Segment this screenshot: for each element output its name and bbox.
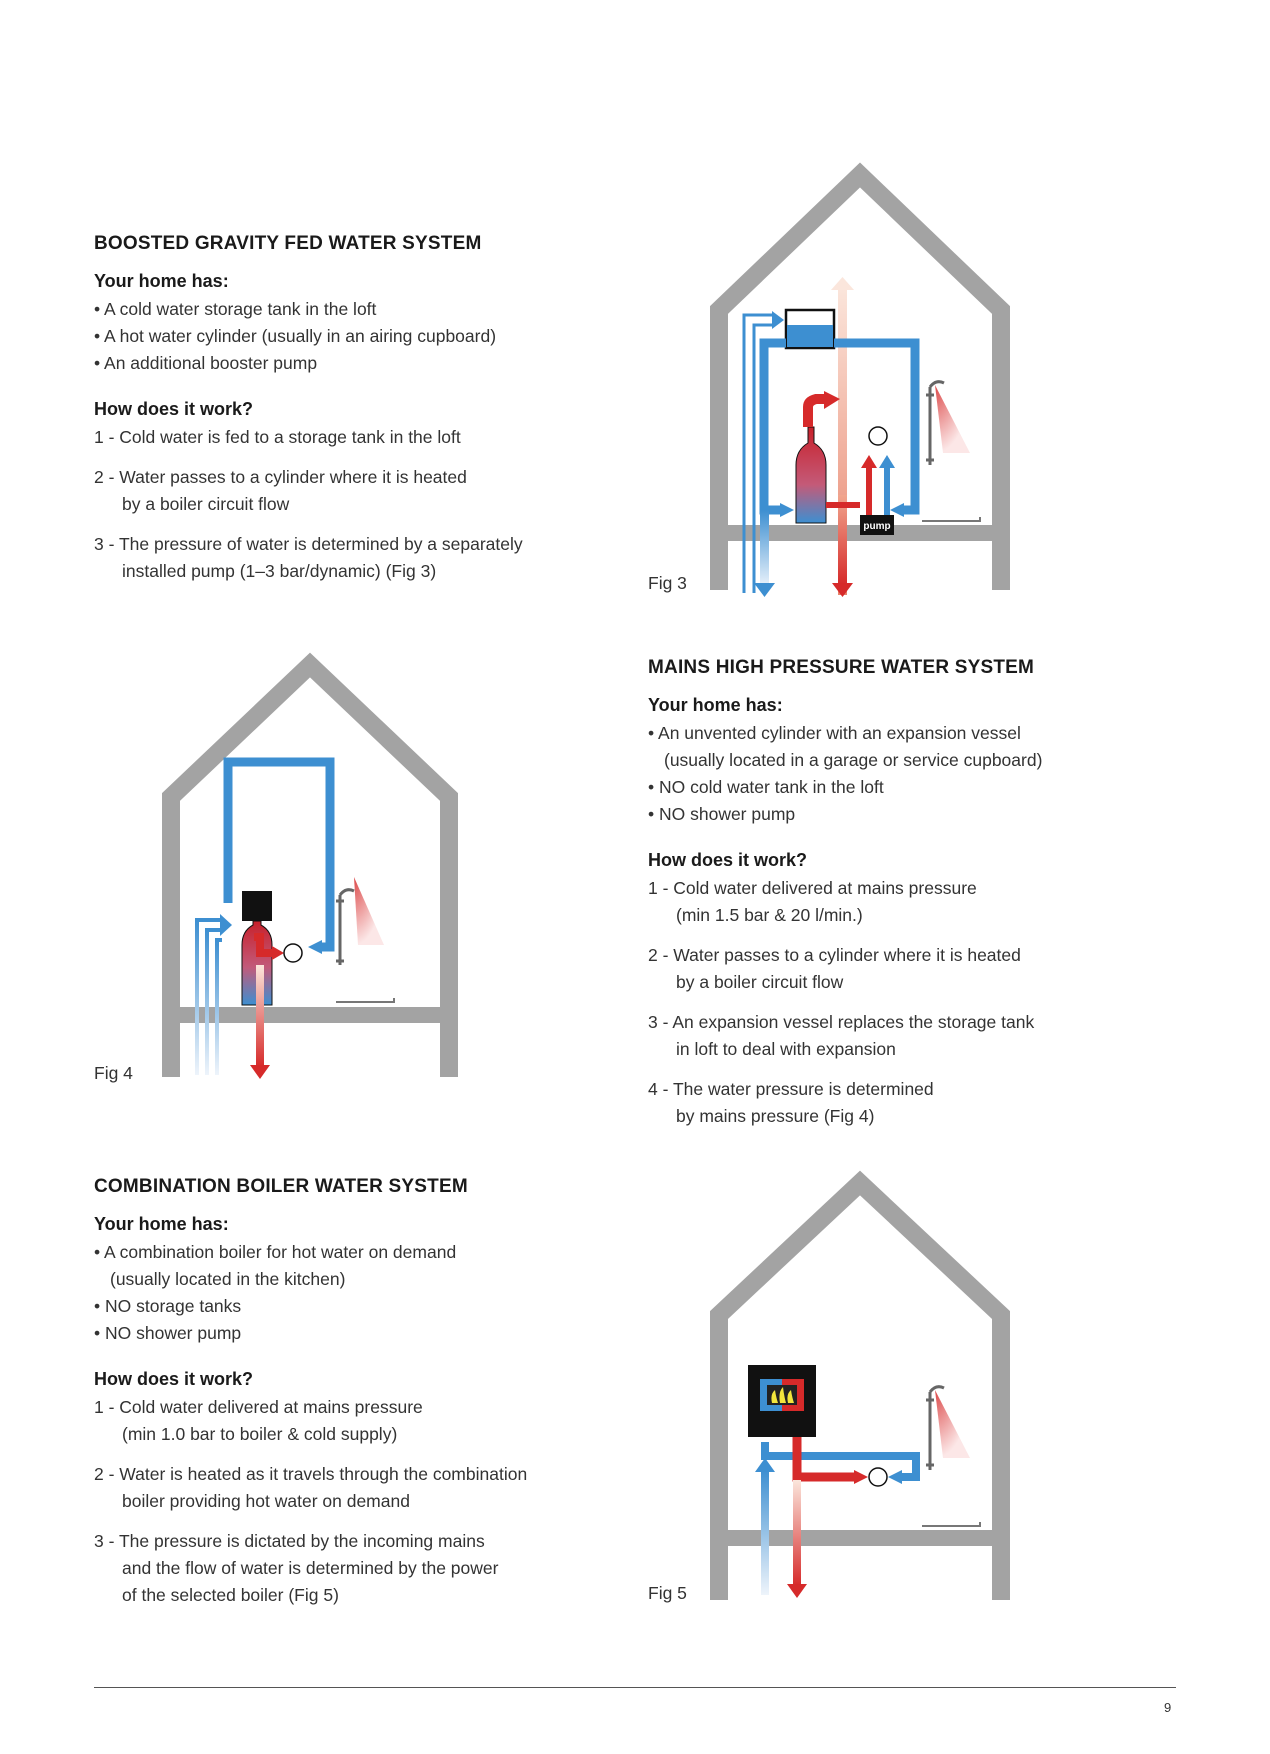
page-number: 9: [1164, 1700, 1172, 1715]
footer-rule: [94, 1687, 1176, 1688]
step-line: 1 - Cold water is fed to a storage tank in the loft: [94, 427, 461, 447]
fig3-label: Fig 3: [648, 573, 687, 593]
step-line: (min 1.5 bar & 20 l/min.): [676, 905, 863, 925]
step-line: boiler providing hot water on demand: [122, 1491, 410, 1511]
boiler-flow-arrow: [824, 391, 840, 409]
step-line: 3 - An expansion vessel replaces the storage tank: [648, 1012, 1035, 1032]
step-line: 1 - Cold water delivered at mains pressure: [94, 1397, 423, 1417]
step-line: 3 - The pressure is dictated by the incoming mains: [94, 1531, 485, 1551]
section-title: COMBINATION BOILER WATER SYSTEM: [94, 1176, 468, 1197]
shower-spray: [935, 385, 970, 453]
section-boosted: [94, 233, 654, 585]
fig4-diagram: [150, 655, 480, 1085]
fig3-diagram: [700, 165, 1030, 605]
hot-outlet-arrow: [832, 583, 853, 597]
section-title: BOOSTED GRAVITY FED WATER SYSTEM: [94, 233, 482, 254]
mains-feed-arrow: [772, 311, 784, 329]
section-combi: [94, 1176, 654, 1609]
step-line: by a boiler circuit flow: [122, 494, 290, 514]
step-line: 2 - Water passes to a cylinder where it is heated: [648, 945, 1021, 965]
step-line: 2 - Water is heated as it travels through the combination: [94, 1464, 528, 1484]
step-line: (min 1.0 bar to boiler & cold supply): [122, 1424, 398, 1444]
list-item: • A combination boiler for hot water on demand: [94, 1242, 457, 1262]
step-line: 4 - The water pressure is determined: [648, 1079, 934, 1099]
outlet-valve: [869, 427, 887, 445]
outlet-valve: [284, 944, 302, 962]
hot-outlet-pipe: [793, 1480, 801, 1586]
step-line: installed pump (1–3 bar/dynamic) (Fig 3): [122, 561, 437, 581]
list-item: • An unvented cylinder with an expansion vessel: [648, 723, 1021, 743]
list-item: (usually located in the kitchen): [110, 1269, 346, 1289]
bath-icon: [336, 998, 394, 1002]
home-heading: Your home has:: [94, 1214, 229, 1234]
vent-arrow: [831, 277, 854, 290]
section-title: MAINS HIGH PRESSURE WATER SYSTEM: [648, 657, 1035, 678]
list-item: • NO shower pump: [94, 1323, 242, 1343]
cold-distribution-pipe: [764, 343, 786, 510]
home-heading: Your home has:: [648, 695, 783, 715]
bath-icon: [922, 517, 980, 521]
hot-water-cylinder: [796, 427, 826, 523]
step-line: by mains pressure (Fig 4): [676, 1106, 875, 1126]
list-item: • NO cold water tank in the loft: [648, 777, 884, 797]
fig5-label: Fig 5: [648, 1583, 687, 1603]
step-line: by a boiler circuit flow: [676, 972, 844, 992]
expansion-vessel: [242, 891, 272, 921]
list-item: • An additional booster pump: [94, 353, 318, 373]
step-line: 2 - Water passes to a cylinder where it is heated: [94, 467, 467, 487]
pump-label: pump: [863, 521, 891, 532]
list-item: • A cold water storage tank in the loft: [94, 299, 377, 319]
hot-outlet-pipe: [838, 495, 847, 585]
step-line: 3 - The pressure of water is determined by a separately: [94, 534, 523, 554]
section-mains: [648, 657, 1208, 1130]
list-item: • NO shower pump: [648, 804, 796, 824]
list-item: • NO storage tanks: [94, 1296, 242, 1316]
list-item: (usually located in a garage or service cupboard): [664, 750, 1043, 770]
shower-icon: [336, 890, 354, 965]
cold-outlet-pipe: [760, 510, 769, 585]
home-heading: Your home has:: [94, 271, 229, 291]
step-line: and the flow of water is determined by the power: [122, 1558, 499, 1578]
fig5-diagram: [700, 1180, 1030, 1610]
bath-icon: [922, 1522, 980, 1526]
how-heading: How does it work?: [648, 850, 808, 870]
shower-spray: [354, 877, 384, 945]
fig4-label: Fig 4: [94, 1063, 133, 1083]
cold-mains-feed: [761, 1470, 769, 1595]
boiler-flow: [808, 399, 826, 427]
how-heading: How does it work?: [94, 399, 254, 419]
shower-spray: [935, 1390, 970, 1458]
outlet-valve: [869, 1468, 887, 1486]
step-line: of the selected boiler (Fig 5): [122, 1585, 339, 1605]
cold-distribution-pipe: [765, 1442, 916, 1477]
list-item: • A hot water cylinder (usually in an airing cupboard): [94, 326, 497, 346]
hot-outlet-pipe: [256, 965, 264, 1067]
step-line: 1 - Cold water delivered at mains pressure: [648, 878, 977, 898]
how-heading: How does it work?: [94, 1369, 254, 1389]
step-line: in loft to deal with expansion: [676, 1039, 896, 1059]
